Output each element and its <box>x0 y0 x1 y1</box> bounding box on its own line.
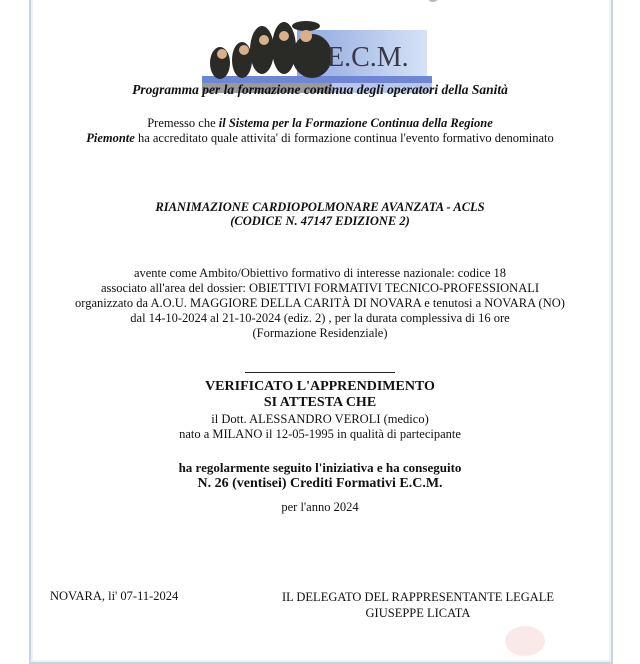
event-title: RIANIMAZIONE CARDIOPOLMONARE AVANZATA - ACLS <box>155 200 485 214</box>
verified-heading: VERIFICATO L'APPRENDIMENTO <box>205 379 435 394</box>
followed-text: ha regolarmente seguito l'iniziativa e ha conseguito <box>178 460 462 475</box>
premise-system: il Sistema per la Formazione Continua della Regione <box>218 116 493 130</box>
detail-line: associato all'area del dossier: OBIETTIVI FORMATIVI TECNICO-PROFESSIONALI <box>100 281 540 295</box>
detail-line: (Formazione Residenziale) <box>252 326 388 340</box>
divider <box>245 372 395 373</box>
participant-name: il Dott. ALESSANDRO VEROLI (medico) <box>211 412 429 426</box>
detail-line: avente come Ambito/Obiettivo formativo di interesse nazionale: codice 18 <box>133 266 507 280</box>
premise-text-end: ha accreditato quale attivita' di formazione continua l'evento formativo denominato <box>134 131 554 145</box>
participant-birth: nato a MILANO il 12-05-1995 in qualità di partecipante <box>179 427 461 441</box>
signer-name: GIUSEPPE LICATA <box>365 606 471 620</box>
logo-text: E.C.M. <box>327 42 409 73</box>
detail-line: dal 14-10-2024 al 21-10-2024 (ediz. 2) , per la durata complessiva di 16 ore <box>130 311 510 325</box>
credit-year: per l'anno 2024 <box>281 500 359 514</box>
detail-line: organizzato da A.O.U. MAGGIORE DELLA CARITÀ DI NOVARA e tenutosi a NOVARA (NO) <box>75 296 565 310</box>
event-code: (CODICE N. 47147 EDIZIONE 2) <box>230 214 410 228</box>
attests-heading: SI ATTESTA CHE <box>263 395 377 410</box>
program-title: Programma per la formazione continua degli operatori della Sanità <box>132 82 508 97</box>
stamp-icon <box>505 626 545 656</box>
premise-text: Premesso che <box>147 116 219 130</box>
signature-block <box>268 589 568 621</box>
event-details <box>40 266 600 341</box>
credits-text: N. 26 (ventisei) Crediti Formativi E.C.M. <box>197 476 443 491</box>
signer-role: IL DELEGATO DEL RAPPRESENTANTE LEGALE <box>281 590 555 604</box>
premise-paragraph <box>40 116 600 146</box>
premise-region: Piemonte <box>86 131 135 145</box>
place-date: NOVARA, li' 07-11-2024 <box>50 589 179 603</box>
